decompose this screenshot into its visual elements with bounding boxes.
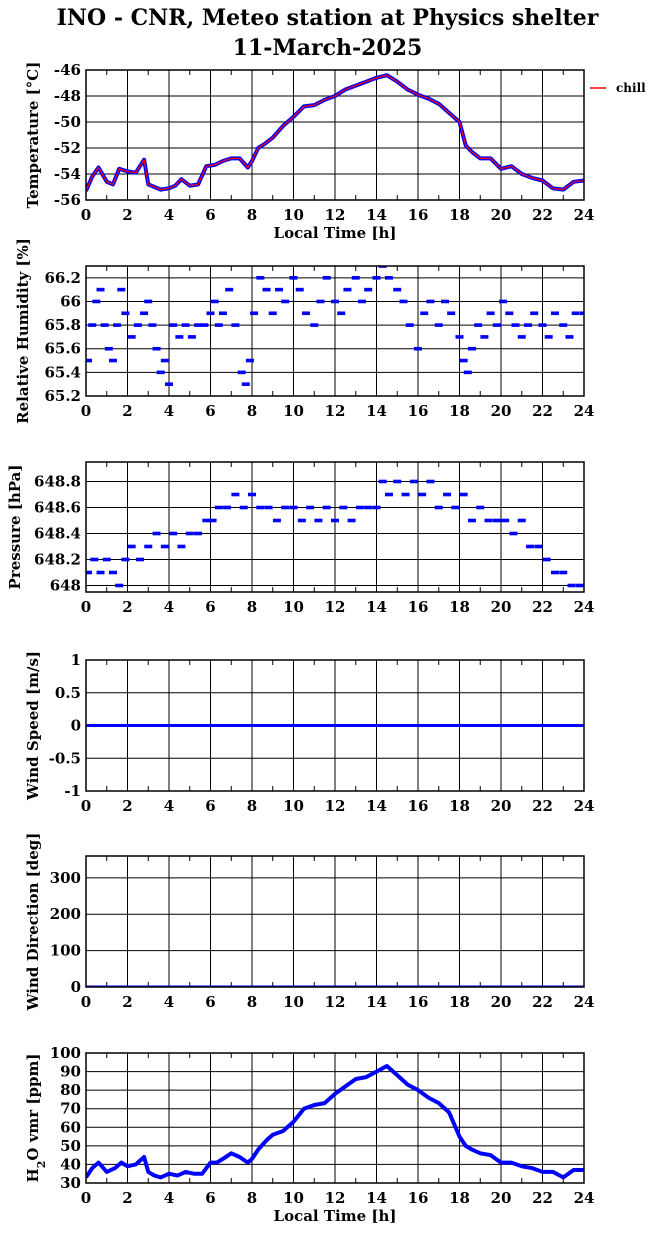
data-point bbox=[250, 311, 258, 315]
y-tick-label: 648.8 bbox=[34, 472, 81, 491]
data-point bbox=[343, 288, 351, 292]
x-tick-label: 12 bbox=[324, 402, 346, 420]
data-point bbox=[323, 506, 331, 510]
data-point bbox=[161, 359, 169, 363]
data-point bbox=[105, 347, 113, 351]
x-tick-label: 8 bbox=[246, 206, 258, 224]
data-point bbox=[364, 506, 372, 510]
data-point bbox=[88, 323, 96, 327]
data-point bbox=[314, 519, 322, 523]
legend-label-chill: chill bbox=[616, 81, 646, 95]
data-point bbox=[464, 371, 472, 375]
y-tick-label: 100 bbox=[49, 1044, 81, 1062]
data-point bbox=[576, 584, 584, 588]
data-point bbox=[90, 558, 98, 562]
data-point bbox=[337, 311, 345, 315]
data-point bbox=[140, 311, 148, 315]
x-tick-label: 12 bbox=[324, 206, 346, 224]
y-tick-label: 0 bbox=[70, 978, 81, 996]
data-point bbox=[572, 311, 580, 315]
data-point bbox=[136, 558, 144, 562]
x-tick-label: 4 bbox=[163, 993, 175, 1011]
x-tick-label: 16 bbox=[407, 797, 429, 815]
data-point bbox=[480, 335, 488, 339]
x-tick-label: 16 bbox=[407, 1189, 429, 1207]
data-point bbox=[460, 359, 468, 363]
data-point bbox=[269, 311, 277, 315]
x-tick-label: 8 bbox=[246, 797, 258, 815]
x-tick-label: 20 bbox=[490, 797, 512, 815]
x-tick-label: 0 bbox=[80, 993, 92, 1011]
y-tick-label: 60 bbox=[60, 1118, 81, 1137]
y-tick-label: 648 bbox=[49, 576, 81, 595]
x-tick-label: 22 bbox=[532, 402, 553, 420]
y-tick-label: 90 bbox=[60, 1062, 81, 1081]
data-point bbox=[200, 323, 208, 327]
data-point bbox=[331, 519, 339, 523]
data-point bbox=[524, 323, 532, 327]
data-point bbox=[101, 323, 109, 327]
y-axis-label: Wind Speed [m/s] bbox=[24, 650, 42, 801]
data-point bbox=[225, 288, 233, 292]
y-tick-label: 66 bbox=[60, 292, 81, 311]
data-point bbox=[356, 506, 364, 510]
data-point bbox=[157, 371, 165, 375]
data-point bbox=[223, 506, 231, 510]
x-tick-label: 14 bbox=[366, 1189, 387, 1207]
panel-6 bbox=[24, 1044, 594, 1225]
x-tick-label: 18 bbox=[449, 598, 470, 616]
x-tick-label: 20 bbox=[490, 993, 512, 1011]
data-point bbox=[302, 311, 310, 315]
data-point bbox=[281, 300, 289, 304]
data-point bbox=[348, 519, 356, 523]
data-point bbox=[121, 558, 129, 562]
data-point bbox=[109, 359, 117, 363]
x-tick-label: 10 bbox=[283, 598, 304, 616]
y-tick-label: -46 bbox=[53, 61, 81, 79]
x-tick-label: 10 bbox=[283, 797, 304, 815]
y-tick-label: -50 bbox=[53, 113, 81, 131]
data-point bbox=[182, 323, 190, 327]
data-point bbox=[175, 335, 183, 339]
data-point bbox=[273, 519, 281, 523]
x-tick-label: 24 bbox=[573, 598, 595, 616]
x-tick-label: 10 bbox=[283, 206, 304, 224]
y-tick-label: -0.5 bbox=[48, 749, 81, 768]
x-tick-label: 0 bbox=[80, 206, 92, 224]
data-point bbox=[188, 335, 196, 339]
data-point bbox=[352, 276, 360, 280]
y-tick-label: 648.2 bbox=[34, 550, 81, 569]
data-point bbox=[393, 288, 401, 292]
data-point bbox=[551, 571, 559, 575]
data-point bbox=[501, 519, 509, 523]
y-axis-label: Wind Direction [deg] bbox=[24, 832, 42, 1011]
data-point bbox=[435, 506, 443, 510]
data-point bbox=[275, 288, 283, 292]
x-tick-label: 4 bbox=[163, 1189, 175, 1207]
x-tick-label: 10 bbox=[283, 1189, 304, 1207]
chart-date-subtitle: 11-March-2025 bbox=[232, 35, 423, 61]
panel-5 bbox=[24, 833, 594, 1012]
x-tick-label: 22 bbox=[532, 598, 553, 616]
x-tick-label: 16 bbox=[407, 402, 429, 420]
data-point bbox=[128, 335, 136, 339]
y-axis-label: Temperature [°C] bbox=[24, 61, 42, 209]
data-point bbox=[539, 323, 547, 327]
data-point bbox=[410, 480, 418, 484]
x-tick-label: 6 bbox=[205, 206, 216, 224]
x-tick-label: 24 bbox=[573, 993, 595, 1011]
data-point bbox=[153, 347, 161, 351]
data-point bbox=[364, 288, 372, 292]
data-point bbox=[406, 323, 414, 327]
x-tick-label: 6 bbox=[205, 797, 216, 815]
data-point bbox=[115, 584, 123, 588]
x-tick-label: 10 bbox=[283, 993, 304, 1011]
x-tick-label: 0 bbox=[80, 402, 92, 420]
data-point bbox=[505, 311, 513, 315]
data-point bbox=[316, 300, 324, 304]
y-tick-label: 200 bbox=[49, 905, 81, 924]
y-tick-label: 648.6 bbox=[34, 498, 81, 517]
x-tick-label: 4 bbox=[163, 797, 175, 815]
x-tick-label: 20 bbox=[490, 402, 512, 420]
data-point bbox=[231, 323, 239, 327]
data-point bbox=[231, 493, 239, 497]
x-tick-label: 2 bbox=[122, 206, 133, 224]
data-point bbox=[414, 347, 422, 351]
chart-title: INO - CNR, Meteo station at Physics shelter bbox=[56, 5, 599, 31]
data-point bbox=[169, 532, 177, 536]
y-tick-label: 65.2 bbox=[44, 387, 81, 405]
data-point bbox=[97, 288, 105, 292]
y-tick-label: 66.2 bbox=[44, 268, 81, 287]
x-tick-label: 6 bbox=[205, 1189, 216, 1207]
y-tick-label: 0.5 bbox=[54, 683, 81, 702]
data-point bbox=[509, 532, 517, 536]
y-axis-label: Relative Humidity [%] bbox=[14, 238, 32, 424]
data-point bbox=[169, 323, 177, 327]
data-point bbox=[165, 382, 173, 386]
data-point bbox=[499, 300, 507, 304]
data-point bbox=[215, 323, 223, 327]
y-tick-label: -54 bbox=[53, 165, 81, 183]
panel-3 bbox=[6, 462, 594, 616]
data-point bbox=[418, 493, 426, 497]
data-point bbox=[339, 506, 347, 510]
data-point bbox=[134, 323, 142, 327]
x-tick-label: 22 bbox=[532, 1189, 553, 1207]
x-tick-label: 22 bbox=[532, 797, 553, 815]
x-tick-label: 2 bbox=[122, 797, 133, 815]
y-tick-label: 100 bbox=[49, 941, 81, 960]
x-tick-label: 24 bbox=[573, 206, 595, 224]
data-point bbox=[551, 311, 559, 315]
x-axis-label: Local Time [h] bbox=[273, 1207, 397, 1225]
data-point bbox=[148, 323, 156, 327]
data-point bbox=[97, 571, 105, 575]
y-tick-label: 80 bbox=[60, 1081, 81, 1100]
data-point bbox=[559, 323, 567, 327]
data-point bbox=[161, 545, 169, 549]
data-point bbox=[493, 323, 501, 327]
y-tick-label: 40 bbox=[60, 1155, 81, 1174]
x-tick-label: 14 bbox=[366, 402, 387, 420]
data-point bbox=[290, 276, 298, 280]
x-tick-label: 0 bbox=[80, 797, 92, 815]
data-point bbox=[493, 519, 501, 523]
data-point bbox=[121, 311, 129, 315]
data-point bbox=[534, 545, 542, 549]
x-tick-label: 0 bbox=[80, 598, 92, 616]
x-tick-label: 18 bbox=[449, 1189, 470, 1207]
x-tick-label: 24 bbox=[573, 1189, 595, 1207]
data-point bbox=[426, 300, 434, 304]
data-point bbox=[103, 558, 111, 562]
data-point bbox=[402, 493, 410, 497]
data-point bbox=[435, 323, 443, 327]
data-point bbox=[117, 288, 125, 292]
data-point bbox=[399, 300, 407, 304]
y-tick-label: -48 bbox=[53, 87, 81, 105]
x-tick-label: 18 bbox=[449, 402, 470, 420]
data-point bbox=[306, 506, 314, 510]
x-tick-label: 16 bbox=[407, 598, 429, 616]
data-point bbox=[451, 506, 459, 510]
data-point bbox=[441, 300, 449, 304]
y-tick-label: 300 bbox=[49, 868, 81, 887]
data-point bbox=[194, 532, 202, 536]
data-point bbox=[209, 519, 217, 523]
data-point bbox=[385, 276, 393, 280]
data-point bbox=[426, 480, 434, 484]
data-point bbox=[296, 288, 304, 292]
x-tick-label: 0 bbox=[80, 1189, 92, 1207]
data-point bbox=[518, 519, 526, 523]
data-point bbox=[109, 571, 117, 575]
data-point bbox=[545, 335, 553, 339]
data-point bbox=[487, 311, 495, 315]
x-tick-label: 18 bbox=[449, 206, 470, 224]
data-point bbox=[476, 506, 484, 510]
data-point bbox=[468, 519, 476, 523]
x-tick-label: 2 bbox=[122, 993, 133, 1011]
y-tick-label: -1 bbox=[64, 782, 81, 800]
panel-1 bbox=[24, 61, 646, 242]
data-point bbox=[256, 276, 264, 280]
x-tick-label: 4 bbox=[163, 598, 175, 616]
x-tick-label: 14 bbox=[366, 993, 387, 1011]
x-tick-label: 6 bbox=[205, 402, 216, 420]
x-tick-label: 22 bbox=[532, 206, 553, 224]
y-tick-label: -56 bbox=[53, 191, 81, 209]
data-point bbox=[186, 532, 194, 536]
data-point bbox=[485, 519, 493, 523]
data-point bbox=[263, 288, 271, 292]
x-tick-label: 14 bbox=[366, 206, 387, 224]
data-point bbox=[144, 545, 152, 549]
x-tick-label: 12 bbox=[324, 598, 346, 616]
x-tick-label: 8 bbox=[246, 993, 258, 1011]
data-point bbox=[559, 571, 567, 575]
x-tick-label: 22 bbox=[532, 993, 553, 1011]
data-point bbox=[530, 311, 538, 315]
x-axis-label: Local Time [h] bbox=[273, 224, 397, 242]
data-point bbox=[393, 480, 401, 484]
y-tick-label: 50 bbox=[60, 1136, 81, 1155]
y-tick-label: 0 bbox=[70, 716, 81, 735]
y-tick-label: 1 bbox=[70, 651, 81, 669]
data-point bbox=[468, 347, 476, 351]
data-point bbox=[385, 493, 393, 497]
x-tick-label: 8 bbox=[246, 402, 258, 420]
data-point bbox=[518, 335, 526, 339]
data-point bbox=[238, 371, 246, 375]
y-axis-label: $H_2O$ vmr [ppm] bbox=[24, 1053, 48, 1183]
y-tick-label: -52 bbox=[53, 139, 81, 157]
x-tick-label: 24 bbox=[573, 797, 595, 815]
data-point bbox=[565, 335, 573, 339]
x-tick-label: 2 bbox=[122, 598, 133, 616]
x-tick-label: 4 bbox=[163, 402, 175, 420]
x-tick-label: 18 bbox=[449, 993, 470, 1011]
x-tick-label: 6 bbox=[205, 993, 216, 1011]
data-point bbox=[242, 382, 250, 386]
data-point bbox=[246, 359, 254, 363]
data-point bbox=[373, 506, 381, 510]
data-point bbox=[207, 311, 215, 315]
data-point bbox=[113, 323, 121, 327]
y-tick-label: 65.6 bbox=[44, 339, 81, 358]
x-tick-label: 2 bbox=[122, 402, 133, 420]
data-point bbox=[358, 300, 366, 304]
x-tick-label: 20 bbox=[490, 206, 512, 224]
data-point bbox=[379, 480, 387, 484]
data-point bbox=[219, 311, 227, 315]
x-tick-label: 12 bbox=[324, 1189, 346, 1207]
panel-2 bbox=[14, 238, 594, 424]
data-point bbox=[447, 311, 455, 315]
x-tick-label: 18 bbox=[449, 797, 470, 815]
panel-4 bbox=[24, 651, 594, 815]
data-point bbox=[153, 532, 161, 536]
x-tick-label: 4 bbox=[163, 206, 175, 224]
y-tick-label: 65.4 bbox=[44, 363, 81, 382]
y-tick-label: 70 bbox=[60, 1099, 81, 1118]
data-point bbox=[215, 506, 223, 510]
data-point bbox=[240, 506, 248, 510]
data-point bbox=[373, 276, 381, 280]
data-point bbox=[543, 558, 551, 562]
data-point bbox=[568, 584, 576, 588]
data-point bbox=[474, 323, 482, 327]
y-tick-label: 648.4 bbox=[34, 524, 81, 543]
data-point bbox=[310, 323, 318, 327]
data-point bbox=[460, 493, 468, 497]
data-point bbox=[256, 506, 264, 510]
y-tick-label: 30 bbox=[60, 1174, 81, 1192]
x-tick-label: 24 bbox=[573, 402, 595, 420]
x-tick-label: 14 bbox=[366, 797, 387, 815]
x-tick-label: 10 bbox=[283, 402, 304, 420]
x-tick-label: 12 bbox=[324, 797, 346, 815]
x-tick-label: 6 bbox=[205, 598, 216, 616]
data-point bbox=[290, 506, 298, 510]
x-tick-label: 8 bbox=[246, 598, 258, 616]
y-tick-label: 65.8 bbox=[44, 316, 81, 335]
data-point bbox=[443, 493, 451, 497]
x-tick-label: 14 bbox=[366, 598, 387, 616]
data-point bbox=[211, 300, 219, 304]
x-tick-label: 20 bbox=[490, 598, 512, 616]
data-point bbox=[456, 335, 464, 339]
data-point bbox=[420, 311, 428, 315]
data-point bbox=[298, 519, 306, 523]
x-tick-label: 16 bbox=[407, 993, 429, 1011]
data-point bbox=[248, 493, 256, 497]
data-point bbox=[512, 323, 520, 327]
data-point bbox=[526, 545, 534, 549]
x-tick-label: 2 bbox=[122, 1189, 133, 1207]
data-point bbox=[128, 545, 136, 549]
y-axis-label: Pressure [hPa] bbox=[6, 464, 24, 590]
x-tick-label: 8 bbox=[246, 1189, 258, 1207]
data-point bbox=[92, 300, 100, 304]
data-point bbox=[323, 276, 331, 280]
data-point bbox=[144, 300, 152, 304]
x-tick-label: 20 bbox=[490, 1189, 512, 1207]
x-tick-label: 16 bbox=[407, 206, 429, 224]
x-tick-label: 12 bbox=[324, 993, 346, 1011]
data-point bbox=[281, 506, 289, 510]
data-point bbox=[177, 545, 185, 549]
data-point bbox=[331, 300, 339, 304]
data-point bbox=[265, 506, 273, 510]
